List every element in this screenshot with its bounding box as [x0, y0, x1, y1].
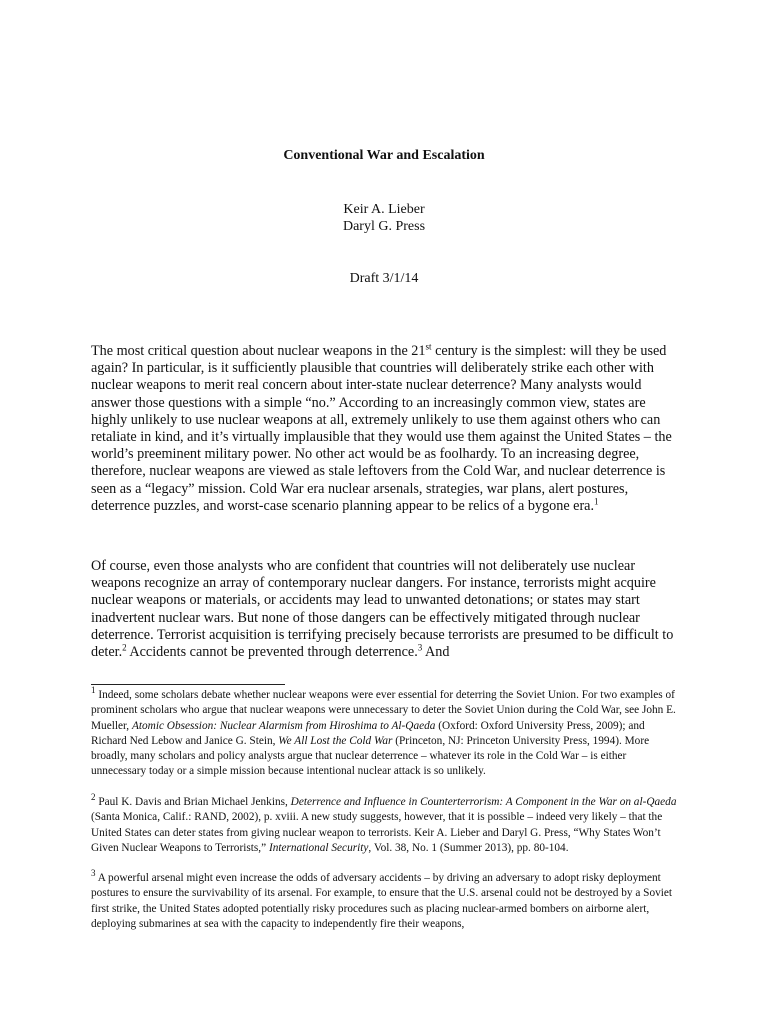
document-title: Conventional War and Escalation [283, 148, 485, 163]
footnote [91, 868, 681, 932]
citation-title: We All Lost the Cold War [278, 734, 393, 747]
footnote-number: 1 [91, 685, 96, 696]
footnote [91, 685, 681, 780]
paragraph-text: Accidents cannot be prevented through deterrence. [126, 644, 418, 661]
footnote-number: 3 [91, 868, 96, 879]
footnote-text: (Santa Monica, Calif.: RAND, 2002), p. xviii. A new study suggests, however, that it is possible – indeed very likely – that the United States can deter states from giving nuclear weapon to terrorists. Keir A. Lieber and Daryl G. Press, “Why States Won’t Given Nuclear Weapons to Terrorists,” [91, 811, 663, 854]
citation-title: International Security [268, 841, 369, 854]
ordinal-suffix: st [425, 341, 432, 352]
draft-date: Draft 3/1/14 [349, 271, 419, 286]
paragraph-text: And [422, 644, 450, 661]
citation-title: Deterrence and Influence in Counterterrorism: A Component in the War on al-Qaeda [290, 796, 677, 808]
footnote-text: (Princeton, NJ: Princeton University Press, 1994). More broadly, many scholars and policy analysts argue that nuclear deterrence – whatever its role in the Cold War – is either unnecessary today or a simple mission because intentional nuclear attack is so unlikely. [91, 734, 650, 778]
body-paragraph [91, 558, 681, 661]
footnote-reference: 2 [122, 642, 127, 653]
footnote-text: A powerful arsenal might even increase the odds of adversary accidents – by driving an adversary to adopt risky deployment postures to ensure the survivability of its arsenal. For example, to ensure that the U.S. arsenal could not be destroyed by a Soviet first strike, the United States adopted potentially risky procedures such as placing nuclear-armed bombers on airborne alert, deploying submarines at sea with the capacity to independently fire their weapons, [91, 872, 673, 930]
paragraph-text: The most critical question about nuclear weapons in the 21 [91, 343, 426, 359]
footnote-text: , Vol. 38, No. 1 (Summer 2013), pp. 80-104. [368, 841, 569, 854]
footnote-number: 2 [91, 792, 96, 803]
footnote-reference: 3 [417, 642, 423, 653]
footnote-text: Paul K. Davis and Brian Michael Jenkins, [95, 796, 291, 808]
footnote [91, 792, 681, 856]
author-block [0, 201, 768, 235]
footnote-reference: 1 [594, 496, 599, 507]
paragraph-text: century is the simplest: will they be used again? In particular, is it sufficiently plausible that countries will deliberately strike each other with nuclear weapons to merit real concern about inter-state nuclear deterrence? Many analysts would answer those questions with a simple “no.” According to an increasingly common view, states are highly unlikely to use nuclear weapons at all, extremely unlikely to use them against others who can retaliate in kind, and it’s virtually implausible that they would use them against the United States – the world’s preeminent military power. No other act would be as foolhardy. To an increasing degree, therefore, nuclear weapons are viewed as stale leftovers from the Cold War, and nuclear deterrence is seen as a “legacy” mission. Cold War era nuclear arsenals, strategies, war plans, alert postures, deterrence puzzles, and worst-case scenario planning appear to be relics of a bygone era. [91, 343, 672, 514]
footnote-separator [91, 684, 285, 685]
body-paragraph [91, 343, 681, 515]
footnote-text: (Oxford: Oxford University Press, 2009); and Richard Ned Lebow and Janice G. Stein, [91, 719, 645, 747]
footnote-text: Indeed, some scholars debate whether nuclear weapons were ever essential for deterring the Soviet Union. For two examples of prominent scholars who argue that nuclear weapons were unnecessary to deter the Soviet Union during the Cold War, see John E. Mueller, [91, 689, 676, 732]
author-name: Keir A. Lieber [343, 202, 425, 217]
author-name: Daryl G. Press [342, 219, 426, 234]
citation-title: Atomic Obsession: Nuclear Alarmism from Hiroshima to Al-Qaeda [131, 719, 436, 732]
paragraph-text: Of course, even those analysts who are confident that countries will not deliberately use nuclear weapons recognize an array of contemporary nuclear dangers. For instance, terrorists might acquire nuclear weapons or materials, or accidents may lead to unwanted detonations; or states may start inadvertent nuclear wars. But none of those dangers can be effectively mitigated through nuclear deterrence. Terrorist acquisition is terrifying precisely because terrorists are presumed to be difficult to deter. [91, 558, 674, 661]
